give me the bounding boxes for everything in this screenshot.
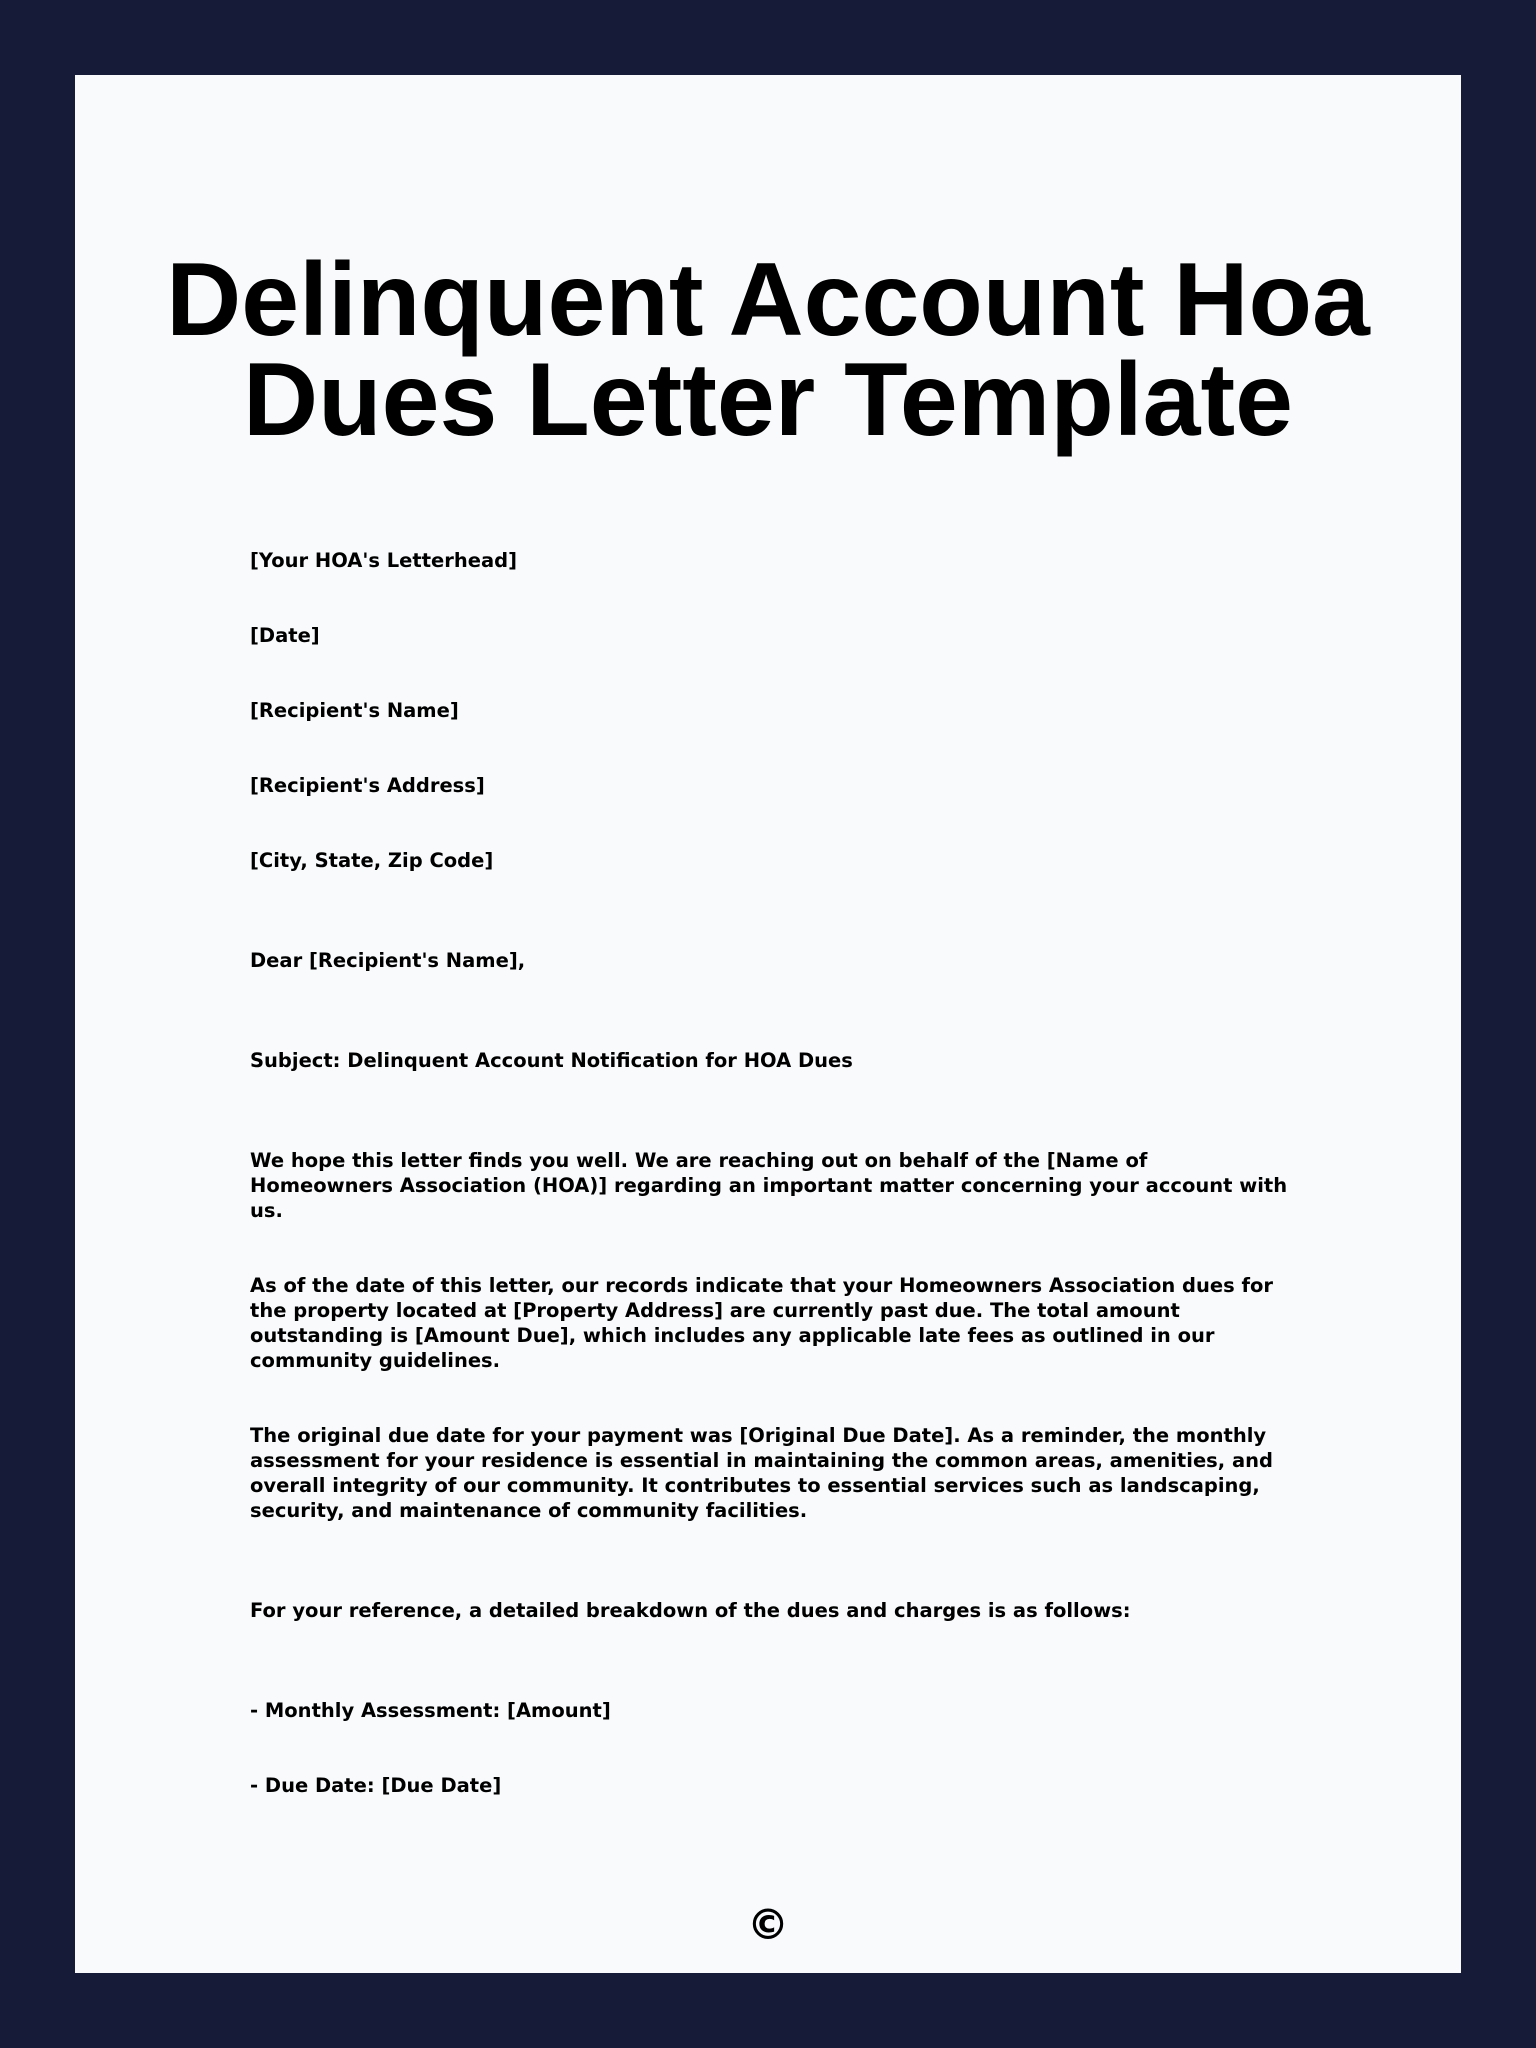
document-title: Delinquent Account Hoa Dues Letter Template <box>166 242 1370 458</box>
paragraph-past-due: As of the date of this letter, our records indicate that your Homeowners Association dues for the property located at [Property Address] are currently past due. The total amount outstanding is [Amount Due], which includes any applicable late fees as outlined in our community guidelines. <box>250 1274 1274 1372</box>
document-page <box>75 75 1461 1973</box>
copyright-icon: © <box>747 1900 789 1949</box>
salutation: Dear [Recipient's Name], <box>250 949 526 972</box>
date-placeholder: [Date] <box>250 624 320 647</box>
letterhead-placeholder: [Your HOA's Letterhead] <box>250 549 518 572</box>
breakdown-item-due-date: - Due Date: [Due Date] <box>250 1774 502 1797</box>
city-state-zip-placeholder: [City, State, Zip Code] <box>250 849 494 872</box>
recipient-name-placeholder: [Recipient's Name] <box>250 699 459 722</box>
subject-line: Subject: Delinquent Account Notification for HOA Dues <box>250 1049 853 1072</box>
paragraph-intro: We hope this letter finds you well. We are reaching out on behalf of the [Name of Homeowners Association (HOA)] regarding an important matter concerning your account with us. <box>250 1149 1288 1222</box>
paragraph-due-date: The original due date for your payment was [Original Due Date]. As a reminder, the monthly assessment for your residence is essential in maintaining the common areas, amenities, and overall integrity of our community. It contributes to essential services such as landscaping, security, and maintenance of community facilities. <box>250 1424 1273 1522</box>
recipient-address-placeholder: [Recipient's Address] <box>250 774 485 797</box>
breakdown-intro: For your reference, a detailed breakdown of the dues and charges is as follows: <box>250 1599 1131 1622</box>
breakdown-item-monthly-assessment: - Monthly Assessment: [Amount] <box>250 1699 611 1722</box>
